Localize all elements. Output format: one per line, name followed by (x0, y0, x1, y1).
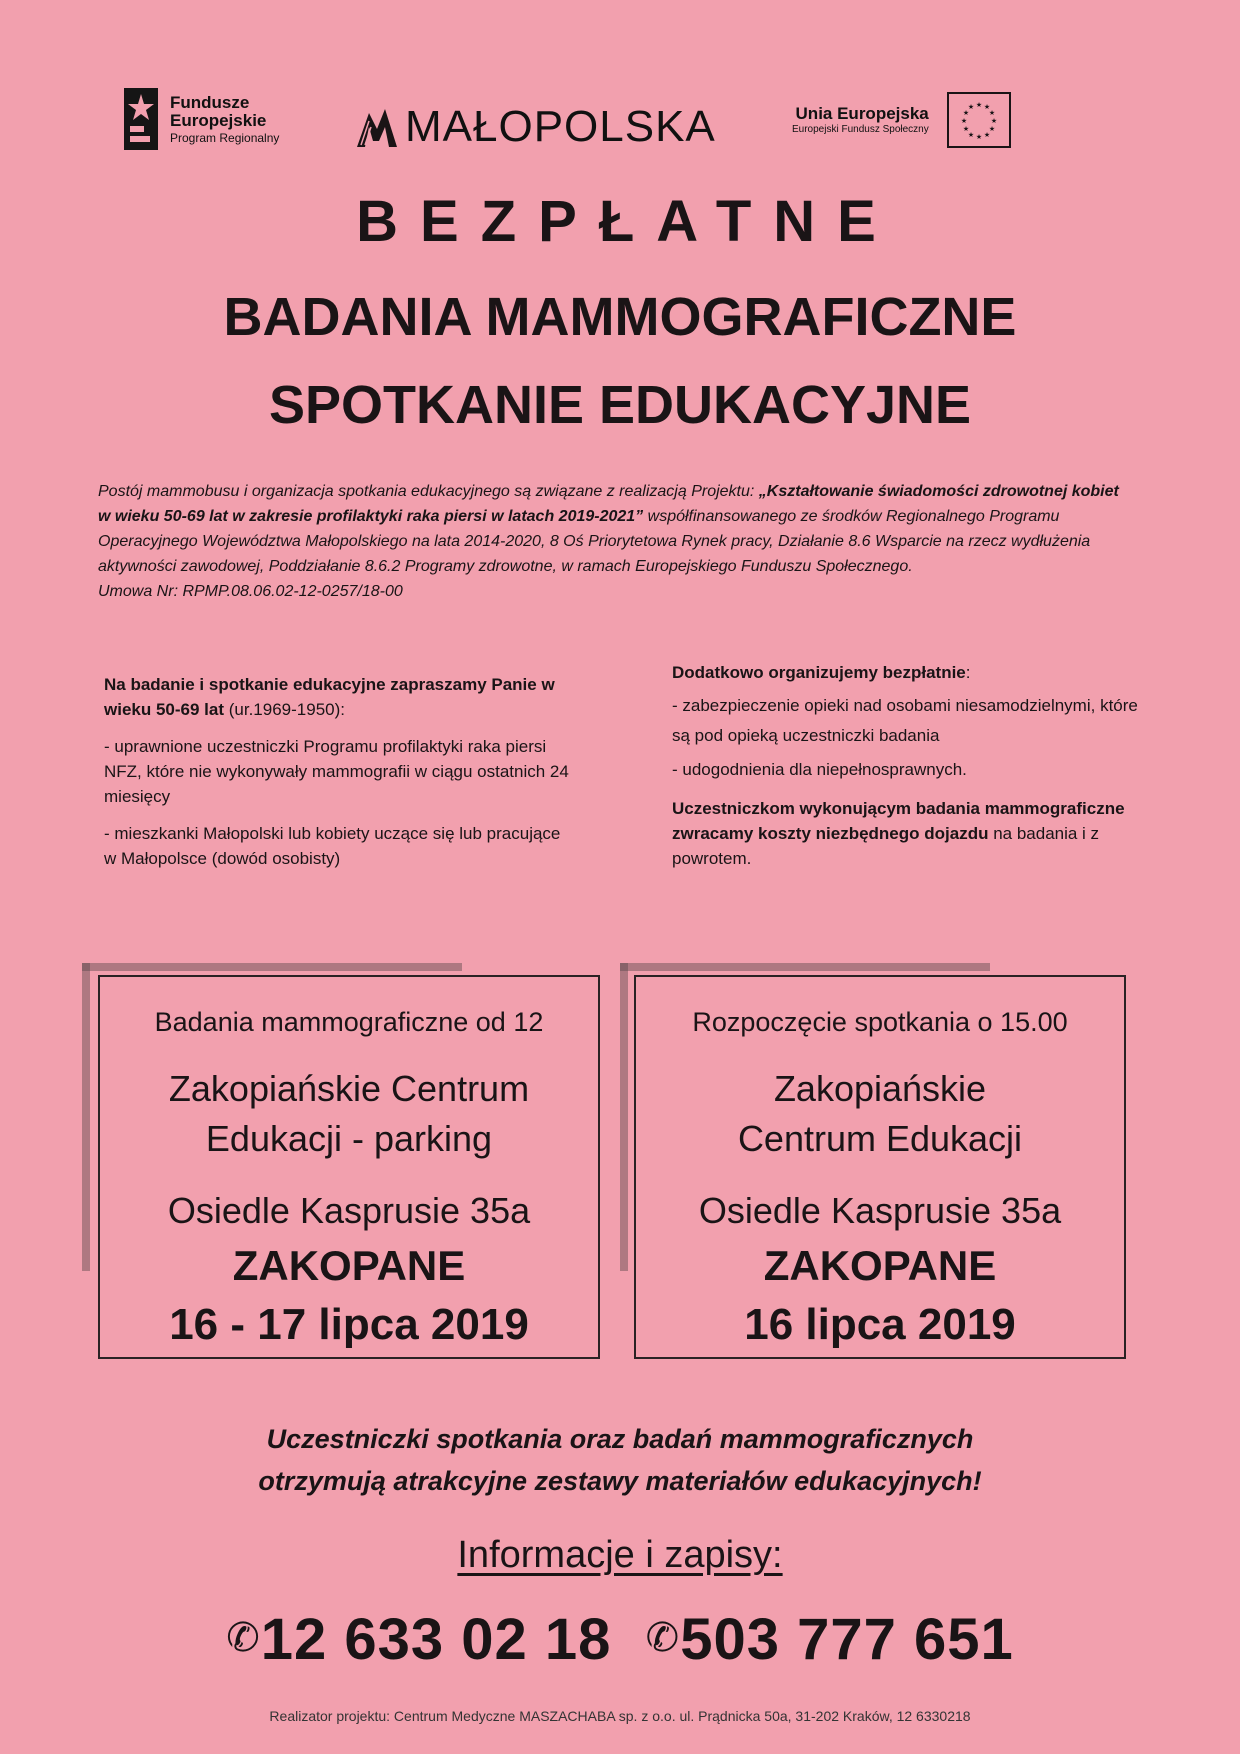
fundusze-europejskie-logo (120, 84, 279, 154)
invite-bold: Na badanie i spotkanie edukacyjne zapraszamy Panie w wieku 50-69 lat (104, 675, 555, 719)
extras-heading-row (672, 660, 1152, 685)
unia-europejska-logo (792, 92, 1011, 148)
meeting-date: 16 lipca 2019 (744, 1300, 1016, 1349)
project-name: „Kształtowanie świadomości zdrowotnej kobiet w wieku 50-69 lat w zakresie profilaktyki raka piersi w latach 2019-2021” (98, 483, 1119, 525)
box-left-shadow-side (82, 963, 90, 1271)
svg-text:★: ★ (962, 109, 969, 117)
svg-text:★: ★ (960, 117, 967, 125)
promo-text (0, 1418, 1240, 1502)
refund-paragraph (672, 796, 1152, 871)
extras-heading: Dodatkowo organizujemy bezpłatnie (672, 663, 966, 682)
extras-column (672, 660, 1152, 883)
svg-text:★: ★ (988, 125, 995, 133)
eligibility-column (104, 672, 574, 883)
meeting-place (636, 1064, 1124, 1164)
phone-icon: ✆ (645, 1616, 681, 1660)
project-info (98, 479, 1128, 604)
phone-icon: ✆ (226, 1616, 261, 1660)
project-rest: współfinansowanego ze środków Regionalnego Programu Operacyjnego Województwa Małopolskiego na lata 2014-2020, 8 Oś Priorytetowa Rynek pracy, Działanie 8.6 Wsparcie na rzecz wydłużenia aktywności zawodowej, Poddziałanie 8.6.2 Programy zdrowotne, w ramach Europejskiego Funduszu Społecznego. (98, 508, 1091, 575)
malopolska-wordmark: MAŁOPOLSKA (405, 102, 716, 151)
contract-number: Umowa Nr: RPMP.08.06.02-12-0257/18-00 (98, 583, 403, 600)
fe-line1: Fundusze (170, 92, 250, 112)
fe-line2: Europejskie (170, 110, 267, 130)
meeting-box (634, 975, 1126, 1359)
svg-text:★: ★ (975, 101, 982, 109)
mammography-city: ZAKOPANE (232, 1242, 466, 1289)
promo-line2: otrzymują atrakcyjne zestawy materiałów edukacyjnych! (258, 1466, 982, 1496)
refund-bold: Uczestniczkom wykonującym badania mammograficzne zwracamy koszty niezbędnego dojazdu (672, 799, 1125, 843)
meeting-city: ZAKOPANE (763, 1242, 997, 1289)
svg-text:★: ★ (990, 117, 997, 125)
ue-line1: Unia Europejska (795, 104, 929, 124)
meeting-time: Rozpoczęcie spotkania o 15.00 (692, 1007, 1068, 1037)
box-right-shadow-side (620, 963, 628, 1271)
svg-text:★: ★ (967, 103, 974, 111)
project-lead: Postój mammobusu i organizacja spotkania edukacyjnego są związane z realizacją Projektu: (98, 483, 759, 500)
box-right-shadow-top (620, 963, 990, 971)
extras-item-care: - zabezpieczenie opieki nad osobami niesamodzielnymi, które są pod opieką uczestniczki badania (672, 696, 1138, 745)
fundusze-star-icon (120, 84, 162, 154)
mammography-address: Osiedle Kasprusie 35a (167, 1190, 531, 1231)
mammography-time: Badania mammograficzne od 12 (154, 1007, 544, 1037)
refund-rest: na badania i z powrotem. (672, 824, 1100, 868)
footer-organizer: Realizator projektu: Centrum Medyczne MASZACHABA sp. z o.o. ul. Prądnicka 50a, 31-202 Kraków, 12 6330218 (269, 1708, 971, 1724)
mammography-box (98, 975, 600, 1359)
phone-number-2[interactable]: 503 777 651 (680, 1607, 1014, 1672)
invite-rest: (ur.1969-1950): (224, 700, 345, 719)
phone-number-1[interactable]: 12 633 02 18 (260, 1607, 612, 1672)
eligibility-item-residents: - mieszkanki Małopolski lub kobiety uczące się lub pracujące w Małopolsce (dowód osobisty) (104, 824, 561, 868)
svg-text:★: ★ (975, 133, 982, 141)
fe-line3: Program Regionalny (170, 130, 280, 145)
ue-line2: Europejski Fundusz Społeczny (792, 123, 929, 135)
title-free: BEZPŁATNE (356, 189, 898, 254)
mammography-place (100, 1064, 598, 1164)
svg-text:★: ★ (962, 125, 969, 133)
svg-text:★: ★ (967, 131, 974, 139)
title-meeting: SPOTKANIE EDUKACYJNE (268, 375, 972, 435)
mammography-place-line2: Edukacji - parking (205, 1118, 493, 1159)
extras-heading-colon: : (965, 663, 971, 682)
contact-heading (0, 1534, 1240, 1577)
mammography-date: 16 - 17 lipca 2019 (169, 1300, 529, 1349)
svg-text:★: ★ (988, 109, 995, 117)
box-left-shadow-top (82, 963, 462, 971)
title-mammography: BADANIA MAMMOGRAFICZNE (223, 287, 1017, 347)
meeting-address: Osiedle Kasprusie 35a (698, 1190, 1062, 1231)
phone-numbers (0, 1606, 1240, 1673)
eu-flag-icon (947, 92, 1011, 148)
contact-heading-text: Informacje i zapisy: (457, 1534, 783, 1576)
meeting-place-line2: Centrum Edukacji (737, 1118, 1023, 1159)
malopolska-logo (355, 102, 716, 152)
meeting-place-line1: Zakopiańskie (773, 1068, 987, 1109)
mountain-icon (355, 105, 399, 149)
invite-paragraph (104, 672, 574, 722)
extras-item-disabled: - udogodnienia dla niepełnosprawnych. (672, 760, 967, 779)
mammography-place-line1: Zakopiańskie Centrum (168, 1068, 530, 1109)
svg-text:★: ★ (983, 103, 990, 111)
svg-text:★: ★ (983, 131, 990, 139)
eligibility-item-nfz: - uprawnione uczestniczki Programu profilaktyki raka piersi NFZ, które nie wykonywały mammografii w ciągu ostatnich 24 miesięcy (104, 737, 569, 806)
promo-line1: Uczestniczki spotkania oraz badań mammograficznych (266, 1424, 974, 1454)
